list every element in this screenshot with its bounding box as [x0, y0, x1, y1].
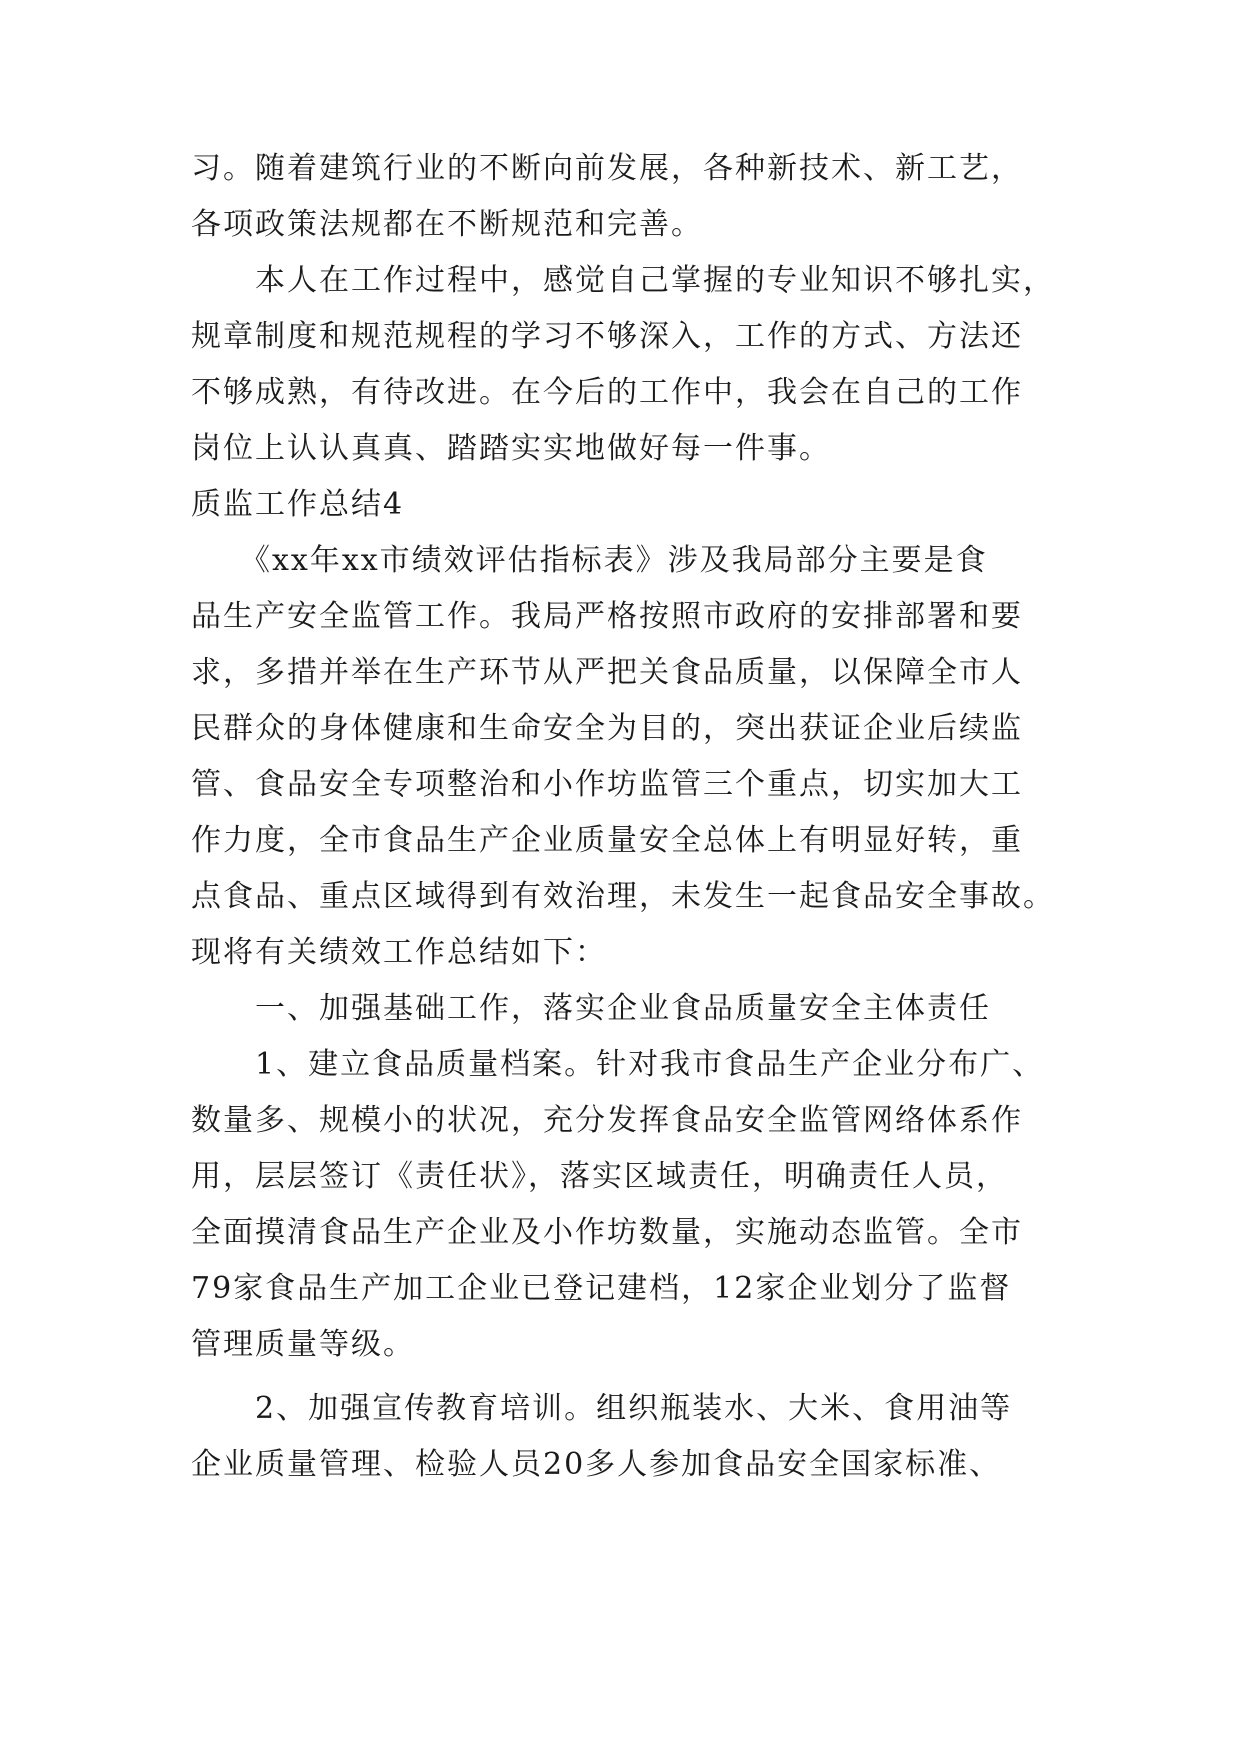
text-line: 品生产安全监管工作。我局严格按照市政府的安排部署和要 — [191, 599, 1023, 634]
text-line: 2、加强宣传教育培训。组织瓶装水、大米、食用油等 — [191, 1391, 1013, 1426]
text-line: 管理质量等级。 — [191, 1327, 415, 1362]
text-line: 企业质量管理、检验人员20多人参加食品安全国家标准、 — [191, 1447, 1002, 1482]
text-line: 本人在工作过程中，感觉自己掌握的专业知识不够扎实， — [191, 263, 1055, 298]
text-line: 点食品、重点区域得到有效治理，未发生一起食品安全事故。 — [191, 879, 1055, 914]
section-heading: 质监工作总结4 — [191, 487, 405, 522]
text-line: 用，层层签订《责任状》，落实区域责任，明确责任人员， — [191, 1159, 1008, 1194]
text-line: 民群众的身体健康和生命安全为目的，突出获证企业后续监 — [191, 711, 1023, 746]
text-line: 管、食品安全专项整治和小作坊监管三个重点，切实加大工 — [191, 767, 1023, 802]
text-line: 各项政策法规都在不断规范和完善。 — [191, 207, 703, 242]
text-line: 1、建立食品质量档案。针对我市食品生产企业分布广、 — [191, 1047, 1045, 1082]
text-line: 一、加强基础工作，落实企业食品质量安全主体责任 — [191, 991, 991, 1026]
text-line: 规章制度和规范规程的学习不够深入，工作的方式、方法还 — [191, 319, 1023, 354]
text-line: 数量多、规模小的状况，充分发挥食品安全监管网络体系作 — [191, 1103, 1023, 1138]
text-line: 《xx年xx市绩效评估指标表》涉及我局部分主要是食 — [191, 543, 988, 578]
text-line: 全面摸清食品生产企业及小作坊数量，实施动态监管。全市 — [191, 1215, 1023, 1250]
text-line: 习。随着建筑行业的不断向前发展，各种新技术、新工艺， — [191, 151, 1023, 186]
text-line: 岗位上认认真真、踏踏实实地做好每一件事。 — [191, 431, 831, 466]
text-line: 不够成熟，有待改进。在今后的工作中，我会在自己的工作 — [191, 375, 1023, 410]
text-line: 作力度，全市食品生产企业质量安全总体上有明显好转，重 — [191, 823, 1023, 858]
text-line: 79家食品生产加工企业已登记建档，12家企业划分了监督 — [191, 1271, 1012, 1306]
text-line: 现将有关绩效工作总结如下： — [191, 935, 607, 970]
text-line: 求，多措并举在生产环节从严把关食品质量，以保障全市人 — [191, 655, 1023, 690]
